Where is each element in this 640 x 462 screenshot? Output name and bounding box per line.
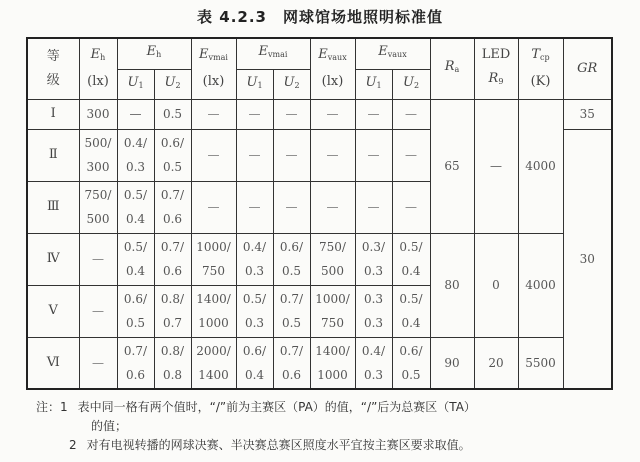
evmai-cell: — (191, 129, 236, 181)
evmai-u1-cell: — (236, 129, 273, 181)
table-title: 表 4.2.3 网球馆场地照明标准值 (197, 8, 443, 26)
evmai-u2-cell: — (273, 181, 310, 233)
eh-u2-cell: 0.7/ 0.6 (154, 181, 191, 233)
eh-cell: 500/ 300 (79, 129, 117, 181)
eh-u1-cell: 0.4/ 0.3 (117, 129, 154, 181)
header-grade: 等 级 (27, 38, 79, 99)
evmai-cell: — (191, 181, 236, 233)
eh-cell: 750/ 500 (79, 181, 117, 233)
header-eh-u2: $U_2$ (154, 69, 191, 99)
evaux-u1-cell: 0.3/ 0.3 (355, 233, 392, 285)
gr-cell: 35 (563, 99, 612, 129)
gr-cell: 30 (563, 129, 612, 389)
evaux-u2-cell: 0.6/ 0.5 (392, 337, 430, 389)
evmai-u2-cell: 0.7/ 0.5 (273, 285, 310, 337)
header-evaux-u2: $U_2$ (392, 69, 430, 99)
header-led-r9: LED $R_9$ (474, 38, 518, 99)
header-evmai-u2: $U_2$ (273, 69, 310, 99)
grade-cell: Ⅱ (27, 129, 79, 181)
ra-cell: 65 (430, 99, 474, 233)
lighting-standard-table (26, 37, 613, 390)
evmai-u1-cell: — (236, 99, 273, 129)
ra-cell: 90 (430, 337, 474, 389)
note-1: 注：1 表中同一格有两个值时，“/”前为主赛区（PA）的值，“/”后为总赛区（TA） (36, 400, 476, 414)
eh-u2-cell: 0.6/ 0.5 (154, 129, 191, 181)
eh-u1-cell: — (117, 99, 154, 129)
eh-u1-cell: 0.6/ 0.5 (117, 285, 154, 337)
grade-cell: Ⅴ (27, 285, 79, 337)
evaux-cell: 1000/ 750 (310, 285, 355, 337)
led-r9-cell: 0 (474, 233, 518, 337)
table-row (27, 337, 612, 389)
evaux-u2-cell: — (392, 181, 430, 233)
evaux-u1-cell: — (355, 181, 392, 233)
evaux-cell: — (310, 181, 355, 233)
evaux-cell: 1400/ 1000 (310, 337, 355, 389)
note-2: 2 对有电视转播的网球决赛、半决赛总赛区照度水平宜按主赛区要求取值。 (69, 438, 471, 452)
ra-cell: 80 (430, 233, 474, 337)
note-1-continued: 的值； (91, 419, 128, 433)
grade-cell: Ⅰ (27, 99, 79, 129)
table-row (27, 233, 612, 285)
grade-cell: Ⅲ (27, 181, 79, 233)
evaux-u2-cell: 0.5/ 0.4 (392, 233, 430, 285)
tcp-cell: 4000 (518, 233, 563, 337)
eh-u1-cell: 0.5/ 0.4 (117, 181, 154, 233)
header-eh-uniformity: $E_h$ (117, 38, 191, 69)
evaux-u2-cell: — (392, 129, 430, 181)
header-ra: $R_a$ (430, 38, 474, 99)
eh-u2-cell: 0.5 (154, 99, 191, 129)
evmai-u1-cell: 0.6/ 0.4 (236, 337, 273, 389)
tcp-cell: 5500 (518, 337, 563, 389)
evmai-u2-cell: — (273, 129, 310, 181)
evmai-u1-cell: 0.5/ 0.3 (236, 285, 273, 337)
evmai-cell: 1400/ 1000 (191, 285, 236, 337)
evmai-u1-cell: 0.4/ 0.3 (236, 233, 273, 285)
eh-u2-cell: 0.7/ 0.6 (154, 233, 191, 285)
evaux-u1-cell: — (355, 129, 392, 181)
eh-cell: — (79, 337, 117, 389)
evaux-cell: — (310, 129, 355, 181)
header-evaux-u1: $U_1$ (355, 69, 392, 99)
evmai-u2-cell: 0.7/ 0.6 (273, 337, 310, 389)
evmai-cell: 1000/ 750 (191, 233, 236, 285)
eh-cell: — (79, 285, 117, 337)
header-eh-lx: $E_h$ (lx) (79, 38, 117, 99)
header-evaux-uniformity: $E_{vaux}$ (355, 38, 430, 69)
header-evmai-uniformity: $E_{vmai}$ (236, 38, 310, 69)
eh-u1-cell: 0.7/ 0.6 (117, 337, 154, 389)
evaux-u2-cell: — (392, 99, 430, 129)
header-evaux-lx: $E_{vaux}$ (lx) (310, 38, 355, 99)
table-notes (36, 398, 476, 455)
evaux-u1-cell: 0.4/ 0.3 (355, 337, 392, 389)
grade-cell: Ⅵ (27, 337, 79, 389)
header-gr: GR (563, 38, 612, 99)
header-evmai-lx: $E_{vmai}$ (lx) (191, 38, 236, 99)
header-tcp: $T_{cp}$ (K) (518, 38, 563, 99)
evmai-u2-cell: 0.6/ 0.5 (273, 233, 310, 285)
eh-cell: 300 (79, 99, 117, 129)
evmai-u1-cell: — (236, 181, 273, 233)
led-r9-cell: — (474, 99, 518, 233)
eh-cell: — (79, 233, 117, 285)
evmai-cell: — (191, 99, 236, 129)
table-row (27, 99, 612, 129)
eh-u2-cell: 0.8/ 0.8 (154, 337, 191, 389)
evmai-u2-cell: — (273, 99, 310, 129)
grade-cell: Ⅳ (27, 233, 79, 285)
eh-u2-cell: 0.8/ 0.7 (154, 285, 191, 337)
evaux-u1-cell: 0.3 0.3 (355, 285, 392, 337)
evaux-cell: 750/ 500 (310, 233, 355, 285)
header-eh-u1: $U_1$ (117, 69, 154, 99)
eh-u1-cell: 0.5/ 0.4 (117, 233, 154, 285)
tcp-cell: 4000 (518, 99, 563, 233)
evaux-u1-cell: — (355, 99, 392, 129)
evmai-cell: 2000/ 1400 (191, 337, 236, 389)
header-evmai-u1: $U_1$ (236, 69, 273, 99)
led-r9-cell: 20 (474, 337, 518, 389)
evaux-u2-cell: 0.5/ 0.4 (392, 285, 430, 337)
evaux-cell: — (310, 99, 355, 129)
